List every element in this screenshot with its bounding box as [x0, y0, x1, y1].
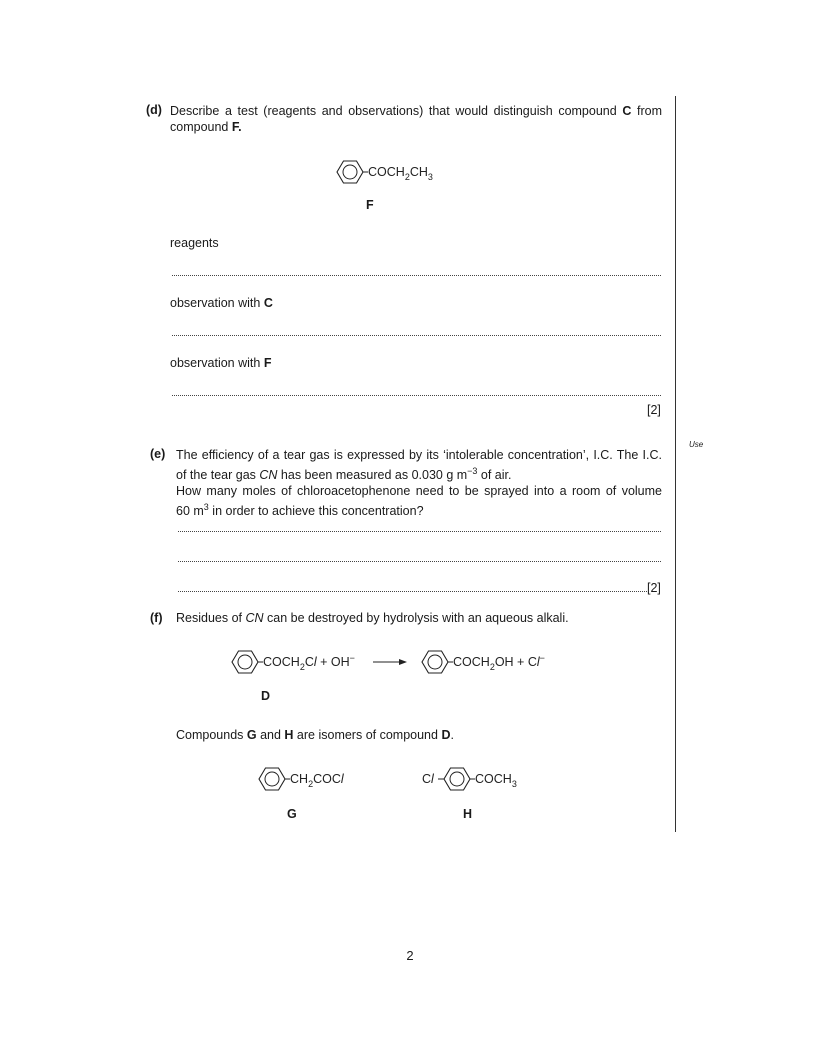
part-d-question: Describe a test (reagents and observations) that would distinguish compound C from compound F.: [170, 104, 662, 134]
benzene-ring: [422, 651, 448, 673]
structure-d-label: D: [261, 689, 271, 703]
page-number: 2: [406, 948, 414, 963]
structure-g: [252, 762, 372, 798]
part-f-label: (f): [150, 611, 163, 625]
observation-c-label: observation with C: [170, 296, 273, 310]
structure-f-label: F: [366, 198, 374, 212]
part-e-answer-line-1[interactable]: [178, 531, 661, 532]
structure-h: [422, 762, 552, 798]
part-e-answer-line-3[interactable]: [178, 591, 647, 592]
observation-c-answer-line[interactable]: [172, 335, 661, 336]
part-e-answer-line-2[interactable]: [178, 561, 661, 562]
observation-f-answer-line[interactable]: [172, 395, 661, 396]
part-e-question: The efficiency of a tear gas is expressed by its ‘intolerable concentration’, I.C. The I.C. of the tear gas CN has been measured as 0.030 g $m^{-3}$ of air. How many moles of chloroacetophenone need to be sprayed into a room of volume 60 $m^3$ in order to achieve this concentration?: [176, 448, 662, 519]
part-f-question: Residues of CN can be destroyed by hydrolysis with an aqueous alkali.: [176, 611, 569, 625]
observation-f-label: observation with F: [170, 356, 272, 370]
structure-f: [330, 155, 470, 191]
product-formula: $COCH_2OH + Cl^-$: [453, 653, 545, 672]
reagents-label: reagents: [170, 236, 219, 250]
benzene-ring: [259, 768, 285, 790]
benzene-ring: [444, 768, 470, 790]
part-d-label: (d): [146, 103, 162, 117]
structure-h-formula: $COCH_3$: [475, 772, 517, 789]
structure-g-label: G: [287, 807, 297, 821]
margin-note: Use: [689, 440, 704, 449]
structure-g-formula: $CH_2COCl$: [290, 772, 344, 789]
benzene-ring: [232, 651, 258, 673]
part-d-marks: [2]: [647, 403, 661, 417]
structure-h-prefix: Cl: [422, 772, 434, 786]
reagents-answer-line[interactable]: [172, 275, 661, 276]
margin-rule: [675, 96, 676, 832]
benzene-ring: [337, 161, 363, 183]
isomers-statement: Compounds G and H are isomers of compound D.: [176, 728, 454, 742]
part-e-label: (e): [150, 447, 166, 461]
hydrolysis-reaction: [225, 645, 575, 681]
structure-f-formula: $COCH_2CH_3$: [368, 165, 433, 182]
reactant-formula: $COCH_2Cl + OH^-$: [263, 653, 355, 672]
structure-h-label: H: [463, 807, 473, 821]
part-e-marks: [2]: [647, 581, 661, 595]
